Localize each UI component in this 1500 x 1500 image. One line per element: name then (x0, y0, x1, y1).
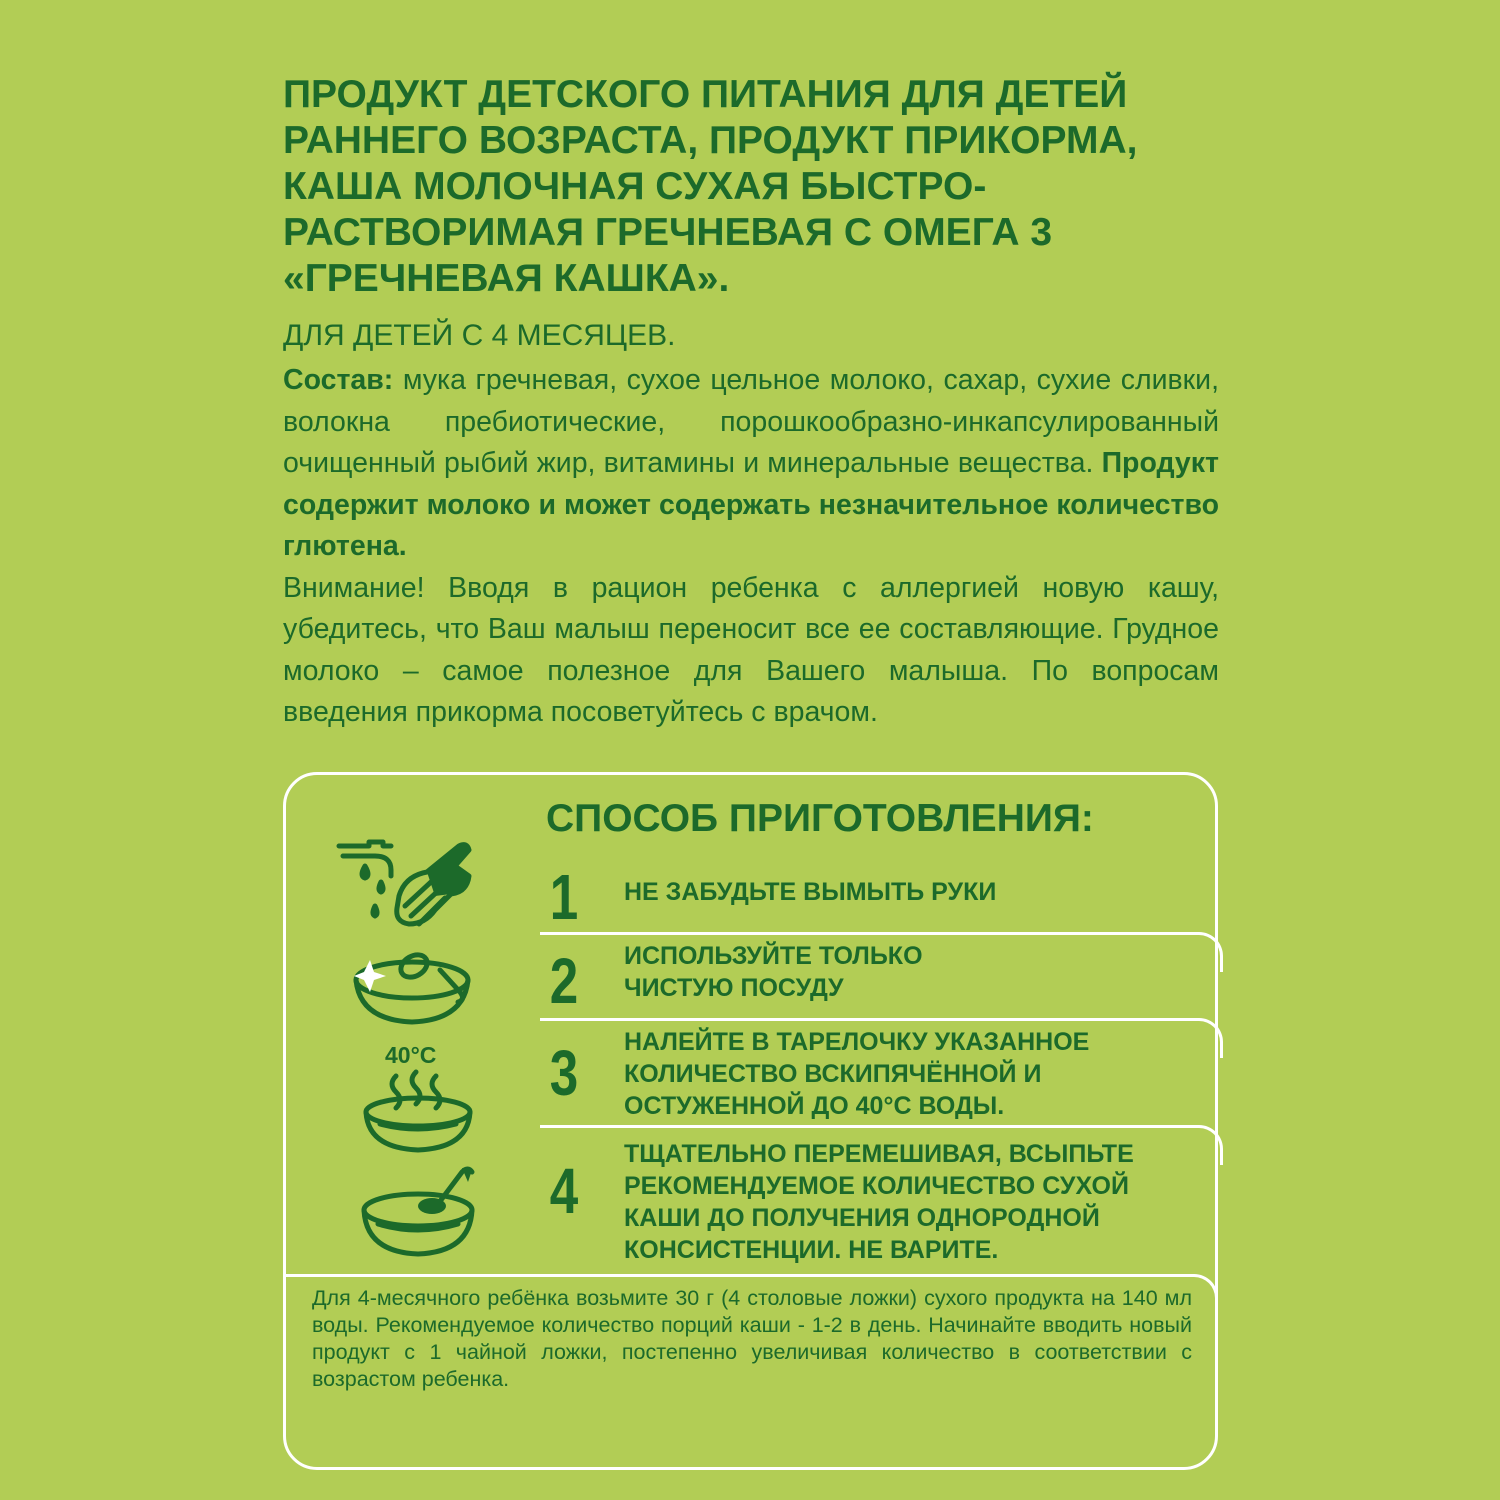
title-line: КАША МОЛОЧНАЯ СУХАЯ БЫСТРО- (283, 165, 987, 208)
step-line: КАШИ ДО ПОЛУЧЕНИЯ ОДНОРОДНОЙ (624, 1204, 1100, 1232)
step-line: ОСТУЖЕННОЙ ДО 40°С ВОДЫ. (624, 1092, 1005, 1120)
allergen-warning: Продукт содержит молоко и может содержать незначительное количество глютена. (283, 447, 1219, 562)
title-line: РАСТВОРИМАЯ ГРЕЧНЕВАЯ С ОМЕГА 3 (283, 211, 1053, 254)
composition-block (283, 360, 1219, 734)
step-line: ТЩАТЕЛЬНО ПЕРЕМЕШИВАЯ, ВСЫПЬТЕ (624, 1140, 1134, 1168)
step-line: ЧИСТУЮ ПОСУДУ (624, 974, 844, 1002)
title-line: ПРОДУКТ ДЕТСКОГО ПИТАНИЯ ДЛЯ ДЕТЕЙ (283, 73, 1128, 116)
step-line: ИСПОЛЬЗУЙТЕ ТОЛЬКО (624, 942, 923, 970)
step-line: НАЛЕЙТЕ В ТАРЕЛОЧКУ УКАЗАННОЕ (624, 1028, 1090, 1056)
composition-text: мука гречневая, сухое цельное молоко, сахар, сухие сливки, волокна пребиотические, порошкообразно-инкапсулированный очищенный рыбий жир, витамины и минеральные вещества. (283, 364, 1219, 479)
attention-paragraph: Внимание! Вводя в рацион ребенка с аллергией новую кашу, убедитесь, что Ваш малыш переносит все ее составляющие. Грудное молоко – самое полезное для Вашего малыша. По вопросам введения прикорма посоветуйтесь с врачом. (283, 571, 1219, 728)
clean-bowl-icon (340, 940, 480, 1030)
serving-note-text: Для 4-месячного ребёнка возьмите 30 г (4 столовые ложки) сухого продукта на 140 мл воды. Рекомендуемое количество порций каши - 1-2 в день. Начинайте вводить новый продукт с 1 чайной ложки, постепенно увеличивая количество в соответствии с возрастом ребенка. (312, 1286, 1192, 1391)
step-text-3 (624, 1026, 1194, 1122)
composition-paragraph (283, 360, 1219, 568)
product-title (283, 72, 1243, 302)
title-line: «ГРЕЧНЕВАЯ КАШКА». (283, 257, 730, 300)
step-number-1: 1 (549, 861, 579, 933)
step-line: КОЛИЧЕСТВО ВСКИПЯЧЁННОЙ И (624, 1060, 1042, 1088)
step-text-1 (624, 876, 1184, 908)
preparation-title: СПОСОБ ПРИГОТОВЛЕНИЯ: (546, 797, 1094, 840)
serving-note (312, 1285, 1192, 1393)
temperature-label: 40°C (385, 1042, 437, 1068)
steaming-bowl-icon (360, 1068, 480, 1154)
step-number-4: 4 (549, 1155, 579, 1227)
composition-label: Состав: (283, 364, 394, 396)
step-number-2: 2 (549, 945, 579, 1017)
title-line: РАННЕГО ВОЗРАСТА, ПРОДУКТ ПРИКОРМА, (283, 119, 1138, 162)
step-line: РЕКОМЕНДУЕМОЕ КОЛИЧЕСТВО СУХОЙ (624, 1172, 1129, 1200)
step-text-4 (624, 1138, 1194, 1266)
step-line: КОНСИСТЕНЦИИ. НЕ ВАРИТЕ. (624, 1236, 999, 1264)
step-text-2 (624, 940, 1184, 1004)
porridge-bowl-icon (358, 1160, 482, 1260)
age-recommendation: ДЛЯ ДЕТЕЙ С 4 МЕСЯЦЕВ. (283, 319, 676, 352)
step-line: НЕ ЗАБУДЬТЕ ВЫМЫТЬ РУКИ (624, 878, 997, 906)
step-number-3: 3 (549, 1037, 579, 1109)
hand-wash-icon (335, 836, 475, 930)
